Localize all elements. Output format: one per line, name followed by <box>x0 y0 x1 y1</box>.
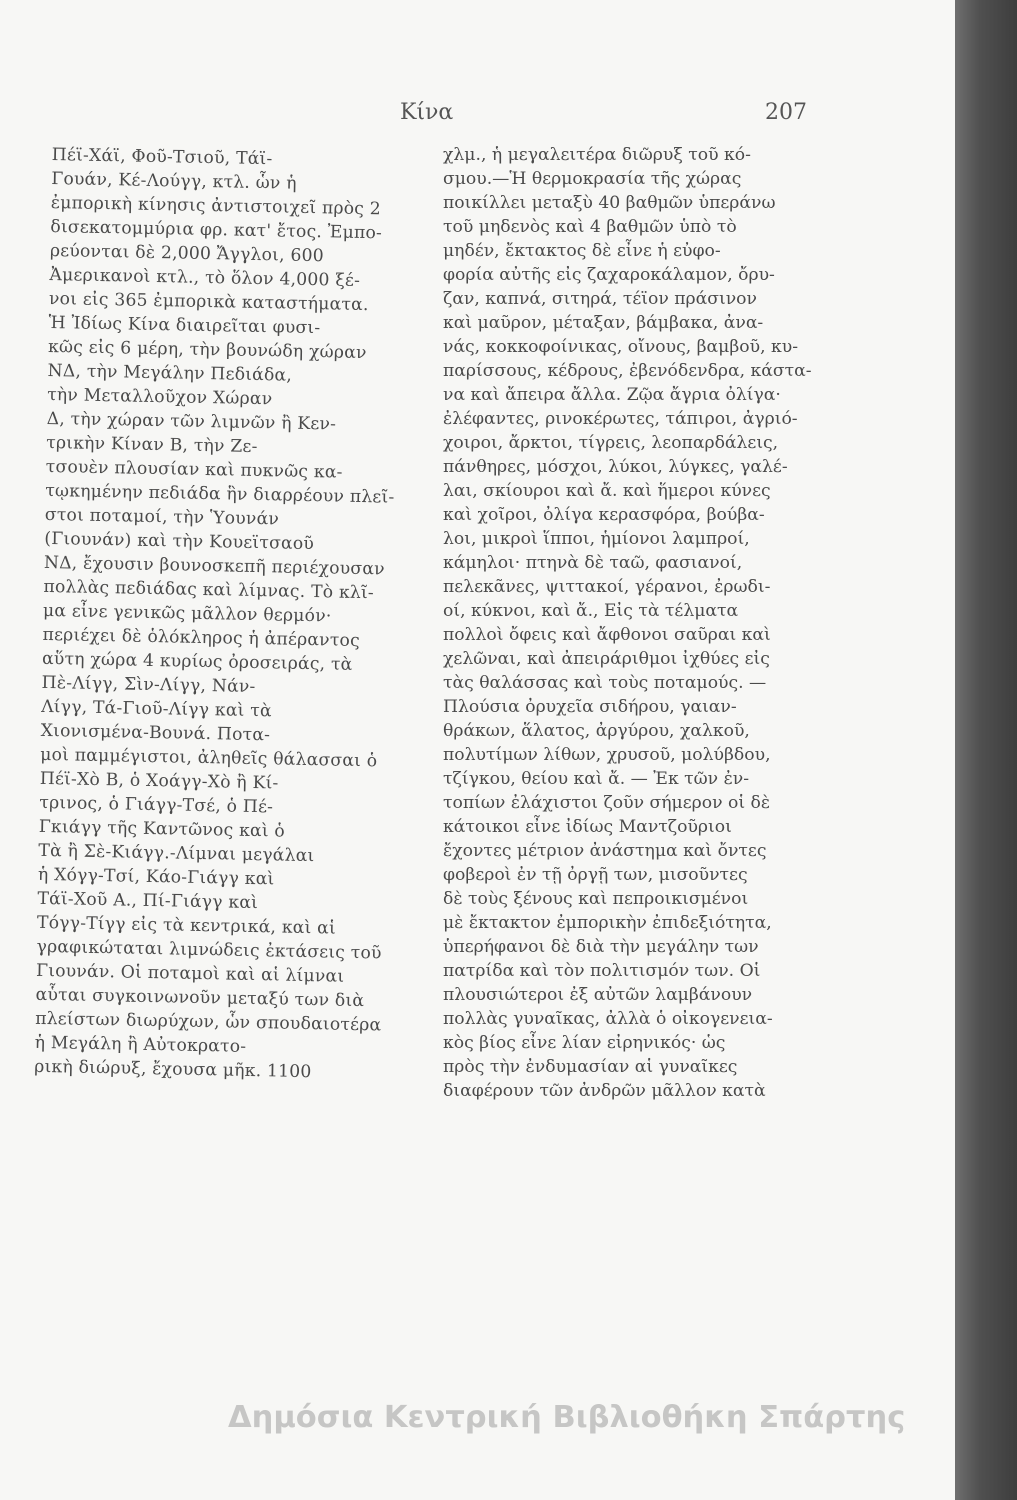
text-line: μοὶ παμμέγιστοι, ἀληθεῖς θάλασσαι ὁ <box>40 744 378 772</box>
text-line: Πέϊ-Χάϊ, Φοῦ-Τσιοῦ, Τάϊ- <box>51 144 273 170</box>
text-line: Πλούσια ὀρυχεῖα σιδήρου, γαιαν- <box>443 697 737 717</box>
text-line: χελῶναι, καὶ ἀπειράριθμοι ἰχθύες εἰς <box>443 649 770 669</box>
text-line: Γιουνάν. Οἱ ποταμοὶ καὶ αἱ λίμναι <box>35 960 345 987</box>
text-line: πρὸς τὴν ἐνδυμασίαν αἱ γυναῖκες <box>443 1057 738 1077</box>
text-line: πελεκᾶνες, ψιττακοί, γέρανοι, ἐρωδι- <box>443 577 771 597</box>
text-line: παρίσσους, κέδρους, ἐβενόδενδρα, κάστα- <box>443 361 812 381</box>
text-line: μα εἶνε γενικῶς μᾶλλον θερμόν· <box>42 600 332 627</box>
text-line: ἡ Μεγάλη ἢ Αὐτοκρατο- <box>34 1032 247 1057</box>
text-line: Τόγγ-Τίγγ εἰς τὰ κεντρικά, καὶ αἱ <box>36 912 337 939</box>
text-line: μηδέν, ἔκτακτος δὲ εἶνε ἡ εὐφο- <box>443 241 721 261</box>
text-line: ἐμπορικὴ κίνησις ἀντιστοιχεῖ πρὸς 2 <box>50 192 382 220</box>
text-line: ζαν, καπνά, σιτηρά, τέϊον πράσινον <box>443 289 757 309</box>
text-line: κὸς βίος εἶνε λίαν εἰρηνικός· ὡς <box>443 1033 726 1053</box>
text-line: δὲ τοὺς ξένους καὶ πεπροικισμένοι <box>443 889 749 909</box>
text-line: περιέχει δὲ ὁλόκληρος ἡ ἀπέραντος <box>42 624 361 652</box>
text-line: αὗται συγκοινωνοῦν μεταξύ των διὰ <box>35 984 365 1012</box>
text-line: θράκων, ἅλατος, ἀργύρου, χαλκοῦ, <box>443 721 750 741</box>
text-line: καὶ μαῦρον, μέταξαν, βάμβακα, ἀνα- <box>443 313 764 333</box>
text-line: πολλοὶ ὄφεις καὶ ἄφθονοι σαῦραι καὶ <box>443 625 771 645</box>
text-line: σμου.—Ἡ θερμοκρασία τῆς χώρας <box>443 169 742 189</box>
text-line: Χιονισμένα-Βουνά. Ποτα- <box>40 720 271 746</box>
text-line: κάμηλοι· πτηνὰ δὲ ταῶ, φασιανοί, <box>443 553 743 573</box>
text-line: πατρίδα καὶ τὸν πολιτισμόν των. Οἱ <box>443 961 761 981</box>
text-line: (Γιουνάν) καὶ τὴν Κουεϊτσαοῦ <box>44 528 315 555</box>
text-line: δισεκατομμύρια φρ. κατ' ἔτος. Ἐμπο- <box>50 216 383 244</box>
text-line: λοι, μικροὶ ἵπποι, ἡμίονοι λαμπροί, <box>443 529 750 549</box>
text-line: τρινος, ὁ Γιάγγ-Τσέ, ὁ Πέ- <box>39 792 274 818</box>
text-line: ρικὴ διώρυξ, ἔχουσα μῆκ. 1100 <box>34 1056 312 1083</box>
text-line: χοιροι, ἄρκτοι, τίγρεις, λεοπαρδάλεις, <box>443 433 779 453</box>
text-line: τοπίων ἐλάχιστοι ζοῦν σήμερον οἱ δὲ <box>443 793 771 813</box>
text-line: μὲ ἔκτακτον ἐμπορικὴν ἐπιδεξιότητα, <box>443 913 772 933</box>
text-line: Λίγγ, Τά-Γιοῦ-Λίγγ καὶ τὰ <box>40 696 272 722</box>
text-line: Πέϊ-Χὸ Β, ὁ Χοάγγ-Χὸ ἢ Κί- <box>39 768 279 794</box>
text-line: διαφέρουν τῶν ἀνδρῶν μᾶλλον κατὰ <box>443 1081 766 1101</box>
page-number: 207 <box>765 100 807 125</box>
text-line: τρικὴν Κίναν Β, τὴν Ζε- <box>46 432 258 458</box>
left-text-column <box>34 143 407 1086</box>
text-line: τζίγκου, θείου καὶ ἄ. — Ἐκ τῶν ἐν- <box>443 769 750 789</box>
text-line: οί, κύκνοι, καὶ ἄ., Εἰς τὰ τέλματα <box>443 601 739 621</box>
library-watermark: Δημόσια Κεντρική Βιβλιοθήκη Σπάρτης <box>228 1400 906 1435</box>
text-line: πολλὰς γυναῖκας, ἀλλὰ ὁ οἰκογενεια- <box>443 1009 773 1029</box>
text-line: ΝΔ, τὴν Μεγάλην Πεδιάδα, <box>47 360 293 386</box>
scan-edge-shadow <box>955 0 1017 1500</box>
text-line: τῳκημένην πεδιάδα ἣν διαρρέουν πλεῖ- <box>45 480 395 508</box>
text-line: τοῦ μηδενὸς καὶ 4 βαθμῶν ὑπὸ τὸ <box>443 217 737 237</box>
right-text-column <box>443 143 813 1103</box>
text-line: φορία αὐτῆς εἰς ζαχαροκάλαμον, ὄρυ- <box>443 265 775 285</box>
text-line: ἡ Χόγγ-Τσί, Κάο-Γιάγγ καὶ <box>37 864 275 890</box>
text-line: κῶς εἰς 6 μέρη, τὴν βουνώδη χώραν <box>47 336 367 364</box>
text-line: Πὲ-Λίγγ, Σὶν-Λίγγ, Νάν- <box>41 672 256 698</box>
text-line: ΝΔ, ἔχουσιν βουνοσκεπῆ περιέχουσαν <box>43 552 385 580</box>
text-line: να καὶ ἄπειρα ἄλλα. Ζῷα ἄγρια ὀλίγα· <box>443 385 781 405</box>
text-line: Γκιάγγ τῆς Καντῶνος καὶ ὁ <box>38 816 286 842</box>
text-line: ὑπερήφανοι δὲ διὰ τὴν μεγάλην των <box>443 937 759 957</box>
text-line: γραφικώταται λιμνώδεις ἐκτάσεις τοῦ <box>36 936 382 964</box>
text-line: Τάϊ-Χοῦ Α., Πί-Γιάγγ καὶ <box>37 888 259 914</box>
text-line: στοι ποταμοί, τὴν Ὑουνάν <box>44 504 280 530</box>
text-line: καὶ χοῖροι, ὀλίγα κερασφόρα, βούβα- <box>443 505 765 525</box>
text-line: πολλὰς πεδιάδας καὶ λίμνας. Τὸ κλῖ- <box>43 576 375 604</box>
text-line: πολυτίμων λίθων, χρυσοῦ, μολύβδου, <box>443 745 771 765</box>
text-line: αὕτη χώρα 4 κυρίως ὀροσειράς, τὰ <box>41 648 353 675</box>
text-line: τὴν Μεταλλοῦχον Χώραν <box>46 384 273 410</box>
text-line: πλείστων διωρύχων, ὧν σπουδαιοτέρα <box>34 1008 382 1036</box>
text-line: κάτοικοι εἶνε ἰδίως Μαντζοῦριοι <box>443 817 732 837</box>
text-line: νοι εἰς 365 ἐμπορικὰ καταστήματα. <box>48 288 369 316</box>
text-line: τὰς θαλάσσας καὶ τοὺς ποταμούς. — <box>443 673 767 693</box>
text-line: Γουάν, Κέ-Λούγγ, κτλ. ὧν ἡ <box>51 168 297 194</box>
running-header-title: Κίνα <box>400 100 454 125</box>
text-line: ποικίλλει μεταξὺ 40 βαθμῶν ὑπεράνω <box>443 193 776 213</box>
text-line: Ἀμερικανοὶ κτλ., τὸ ὅλον 4,000 ξέ- <box>49 264 361 291</box>
text-line: λαι, σκίουροι καὶ ἄ. καὶ ἥμεροι κύνες <box>443 481 771 501</box>
text-line: χλμ., ἡ μεγαλειτέρα διῶρυξ τοῦ κό- <box>443 145 751 165</box>
text-line: φοβεροὶ ἐν τῇ ὀργῇ των, μισοῦντες <box>443 865 748 885</box>
text-line: ρεύονται δὲ 2,000 Ἄγγλοι, 600 <box>49 240 325 267</box>
text-line: πλουσιώτεροι ἐξ αὐτῶν λαμβάνουν <box>443 985 753 1005</box>
text-line: νάς, κοκκοφοίνικας, οἴνους, βαμβοῦ, κυ- <box>443 337 798 357</box>
text-line: Δ, τὴν χώραν τῶν λιμνῶν ἢ Κεν- <box>46 408 337 435</box>
text-line: τσουὲν πλουσίαν καὶ πυκνῶς κα- <box>45 456 343 483</box>
text-line: ἔχοντες μέτριον ἀνάστημα καὶ ὄντες <box>443 841 767 861</box>
text-line: Ἡ Ἰδίως Κίνα διαιρεῖται φυσι- <box>48 312 321 339</box>
text-line: Τὰ ἢ Σὲ-Κιάγγ.-Λίμναι μεγάλαι <box>38 840 315 867</box>
text-line: ἐλέφαντες, ρινοκέρωτες, τάπιροι, ἀγριό- <box>443 409 798 429</box>
text-line: πάνθηρες, μόσχοι, λύκοι, λύγκες, γαλέ- <box>443 457 788 477</box>
